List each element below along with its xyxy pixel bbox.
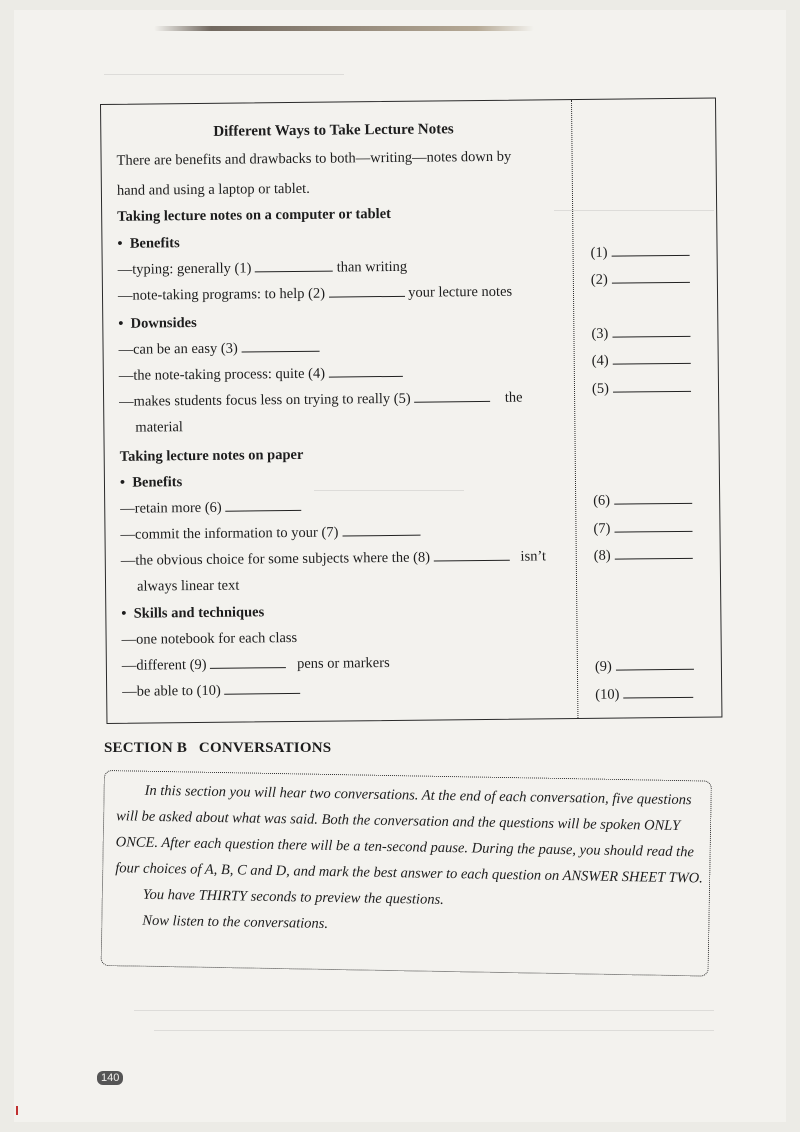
answer-line-1[interactable] [611, 254, 689, 257]
lecture-notes-box [100, 98, 722, 724]
paper-heading: Taking lecture notes on paper [119, 446, 304, 465]
answer-slot-8[interactable] [594, 547, 693, 565]
item-5-post: the [504, 389, 523, 406]
skills-heading [121, 604, 264, 622]
blank-7[interactable] [342, 534, 420, 537]
instructions-box [101, 770, 712, 977]
item-5-continued: material [135, 419, 183, 436]
benefits-heading-2 [120, 474, 182, 492]
blank-2[interactable] [329, 295, 405, 298]
item-3 [118, 340, 319, 359]
item-8-continued: always linear text [136, 577, 240, 595]
skills-label: Skills and techniques [133, 604, 265, 622]
item-9-text: —different (9) [121, 656, 207, 674]
benefits-label-2: Benefits [132, 474, 183, 491]
answer-label-4: (4) [591, 352, 609, 369]
answer-slot-2[interactable] [591, 271, 690, 289]
bleed-through-line [154, 1030, 714, 1031]
answer-line-10[interactable] [623, 696, 693, 699]
instructions-text [114, 777, 709, 943]
bleed-through-line [134, 1010, 714, 1011]
item-8-post: isn’t [520, 548, 547, 565]
answer-slot-10[interactable] [595, 686, 693, 704]
answer-slot-4[interactable] [592, 352, 691, 370]
answer-line-2[interactable] [611, 281, 689, 284]
answer-slot-9[interactable] [595, 658, 694, 676]
blank-10[interactable] [224, 692, 300, 695]
answer-label-8: (8) [593, 547, 611, 564]
downsides-label: Downsides [130, 314, 197, 332]
answer-slot-5[interactable] [592, 380, 691, 398]
instructions-paragraph-2: You have THIRTY seconds to preview the questions. [142, 886, 444, 908]
answer-label-6: (6) [593, 492, 611, 509]
bullet: • [117, 235, 123, 252]
item-5 [119, 390, 523, 411]
item-7-text: —commit the information to your (7) [120, 524, 339, 543]
instructions-paragraph-1: In this section you will hear two conversations. At the end of each conversation, five questions will be asked about what was said. Both the conversation and the questions will be spoken ONLY ONCE. After each question there will be a ten-second pause. During the pause, you should read the four choices of A, B, C and D, and mark the best answer to each question on ANSWER SHEET TWO. [115, 782, 703, 887]
computer-heading: Taking lecture notes on a computer or tablet [117, 205, 392, 225]
answer-label-7: (7) [593, 520, 611, 537]
answer-label-2: (2) [590, 271, 608, 288]
blank-6[interactable] [225, 509, 301, 512]
answer-line-7[interactable] [614, 530, 692, 533]
item-2-text: —note-taking programs: to help (2) [117, 285, 326, 304]
column-divider [571, 100, 578, 718]
item-4-text: —the note-taking process: quite (4) [118, 365, 326, 384]
answer-slot-6[interactable] [593, 492, 692, 510]
bullet: • [121, 605, 127, 622]
item-1-post: than writing [336, 258, 408, 276]
benefits-heading-1 [117, 235, 179, 253]
answer-slot-3[interactable] [591, 325, 690, 343]
item-6-text: —retain more (6) [120, 499, 222, 517]
answer-label-3: (3) [591, 325, 609, 342]
blank-3[interactable] [241, 350, 319, 353]
answer-label-10: (10) [595, 686, 620, 703]
item-5-text: —makes students focus less on trying to really (5) [119, 390, 411, 410]
item-8-text: —the obvious choice for some subjects where the (8) [120, 549, 431, 569]
benefits-label-1: Benefits [129, 235, 180, 252]
answer-label-1: (1) [590, 244, 608, 261]
section-b-heading: SECTION B CONVERSATIONS [104, 740, 332, 756]
answer-slot-1[interactable] [591, 244, 690, 262]
notes-title: Different Ways to Take Lecture Notes [213, 121, 454, 140]
item-10 [122, 682, 300, 701]
blank-9[interactable] [210, 666, 286, 669]
downsides-heading [118, 315, 197, 333]
page-edge-shadow [154, 26, 534, 31]
answer-line-4[interactable] [612, 362, 690, 365]
item-1 [118, 259, 408, 279]
blank-1[interactable] [255, 270, 333, 273]
bullet: • [119, 474, 126, 491]
answer-line-9[interactable] [615, 668, 693, 671]
item-1-text: —typing: generally (1) [117, 260, 252, 278]
intro-line-1: There are benefits and drawbacks to both—writing—notes down by [116, 148, 512, 169]
item-10-text: —be able to (10) [122, 682, 221, 700]
bullet: • [118, 315, 124, 332]
intro-line-2: hand and using a laptop or tablet. [116, 180, 310, 199]
bleed-through-line [104, 74, 344, 75]
answer-line-3[interactable] [612, 335, 690, 338]
item-3-text: —can be an easy (3) [118, 340, 238, 358]
item-2-post: your lecture notes [408, 283, 513, 301]
instructions-paragraph-3: Now listen to the conversations. [142, 912, 329, 932]
answer-line-8[interactable] [614, 557, 692, 560]
answer-label-9: (9) [594, 658, 612, 675]
item-6 [120, 499, 301, 518]
answer-slot-7[interactable] [593, 520, 692, 538]
page-number: 140 [97, 1071, 123, 1085]
blank-4[interactable] [329, 375, 403, 378]
answer-line-5[interactable] [613, 390, 691, 393]
item-7 [120, 524, 420, 544]
item-9 [122, 655, 390, 675]
margin-mark [16, 1106, 18, 1115]
skill-a: —one notebook for each class [121, 629, 298, 648]
item-9-post: pens or markers [296, 654, 390, 672]
blank-8[interactable] [434, 559, 510, 562]
item-8 [121, 548, 546, 569]
answer-label-5: (5) [591, 380, 610, 397]
item-4 [119, 365, 403, 385]
blank-5[interactable] [414, 400, 490, 403]
answer-line-6[interactable] [614, 502, 692, 505]
item-2 [118, 284, 512, 305]
